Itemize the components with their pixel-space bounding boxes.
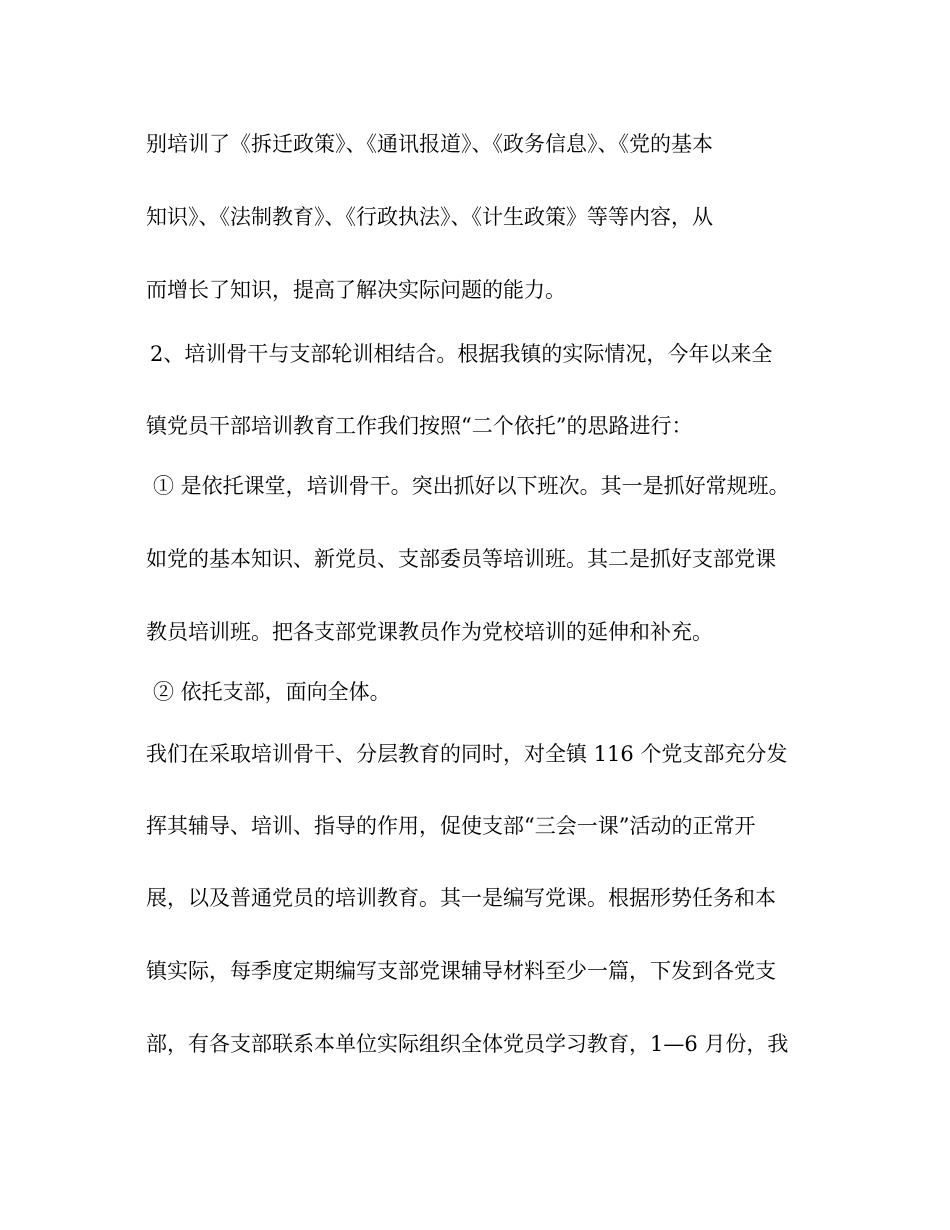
text-line: 挥其辅导、培训、指导的作用，促使支部“三会一课”活动的正常开 <box>146 814 756 838</box>
text-line: 别培训了《拆迁政策》、《通讯报道》、《政务信息》、《党的基本 <box>146 132 713 156</box>
text-line: 镇实际，每季度定期编写支部党课辅导材料至少一篇，下发到各党支 <box>146 959 776 983</box>
text-line: 展，以及普通党员的培训教育。其一是编写党课。根据形势任务和本 <box>146 886 776 910</box>
text-line: 我们在采取培训骨干、分层教育的同时，对全镇 116 个党支部充分发 <box>146 742 788 766</box>
text-line: 教员培训班。把各支部党课教员作为党校培训的延伸和补充。 <box>146 620 713 644</box>
text-line: 知识》、《法制教育》、《行政执法》、《计生政策》等等内容，从 <box>146 205 713 229</box>
text-line: ② 依托支部，面向全体。 <box>153 680 391 704</box>
text-line: ① 是依托课堂，培训骨干。突出抓好以下班次。其一是抓好常规班。 <box>153 474 790 498</box>
text-line: 2、培训骨干与支部轮训相结合。根据我镇的实际情况，今年以来全 <box>150 342 773 366</box>
text-line: 如党的基本知识、新党员、支部委员等培训班。其二是抓好支部党课 <box>146 547 776 571</box>
text-line: 而增长了知识，提高了解决实际问题的能力。 <box>146 278 566 302</box>
text-line: 镇党员干部培训教育工作我们按照“二个依托”的思路进行： <box>146 414 693 438</box>
text-line: 部，有各支部联系本单位实际组织全体党员学习教育，1—6 月份，我 <box>146 1032 789 1056</box>
